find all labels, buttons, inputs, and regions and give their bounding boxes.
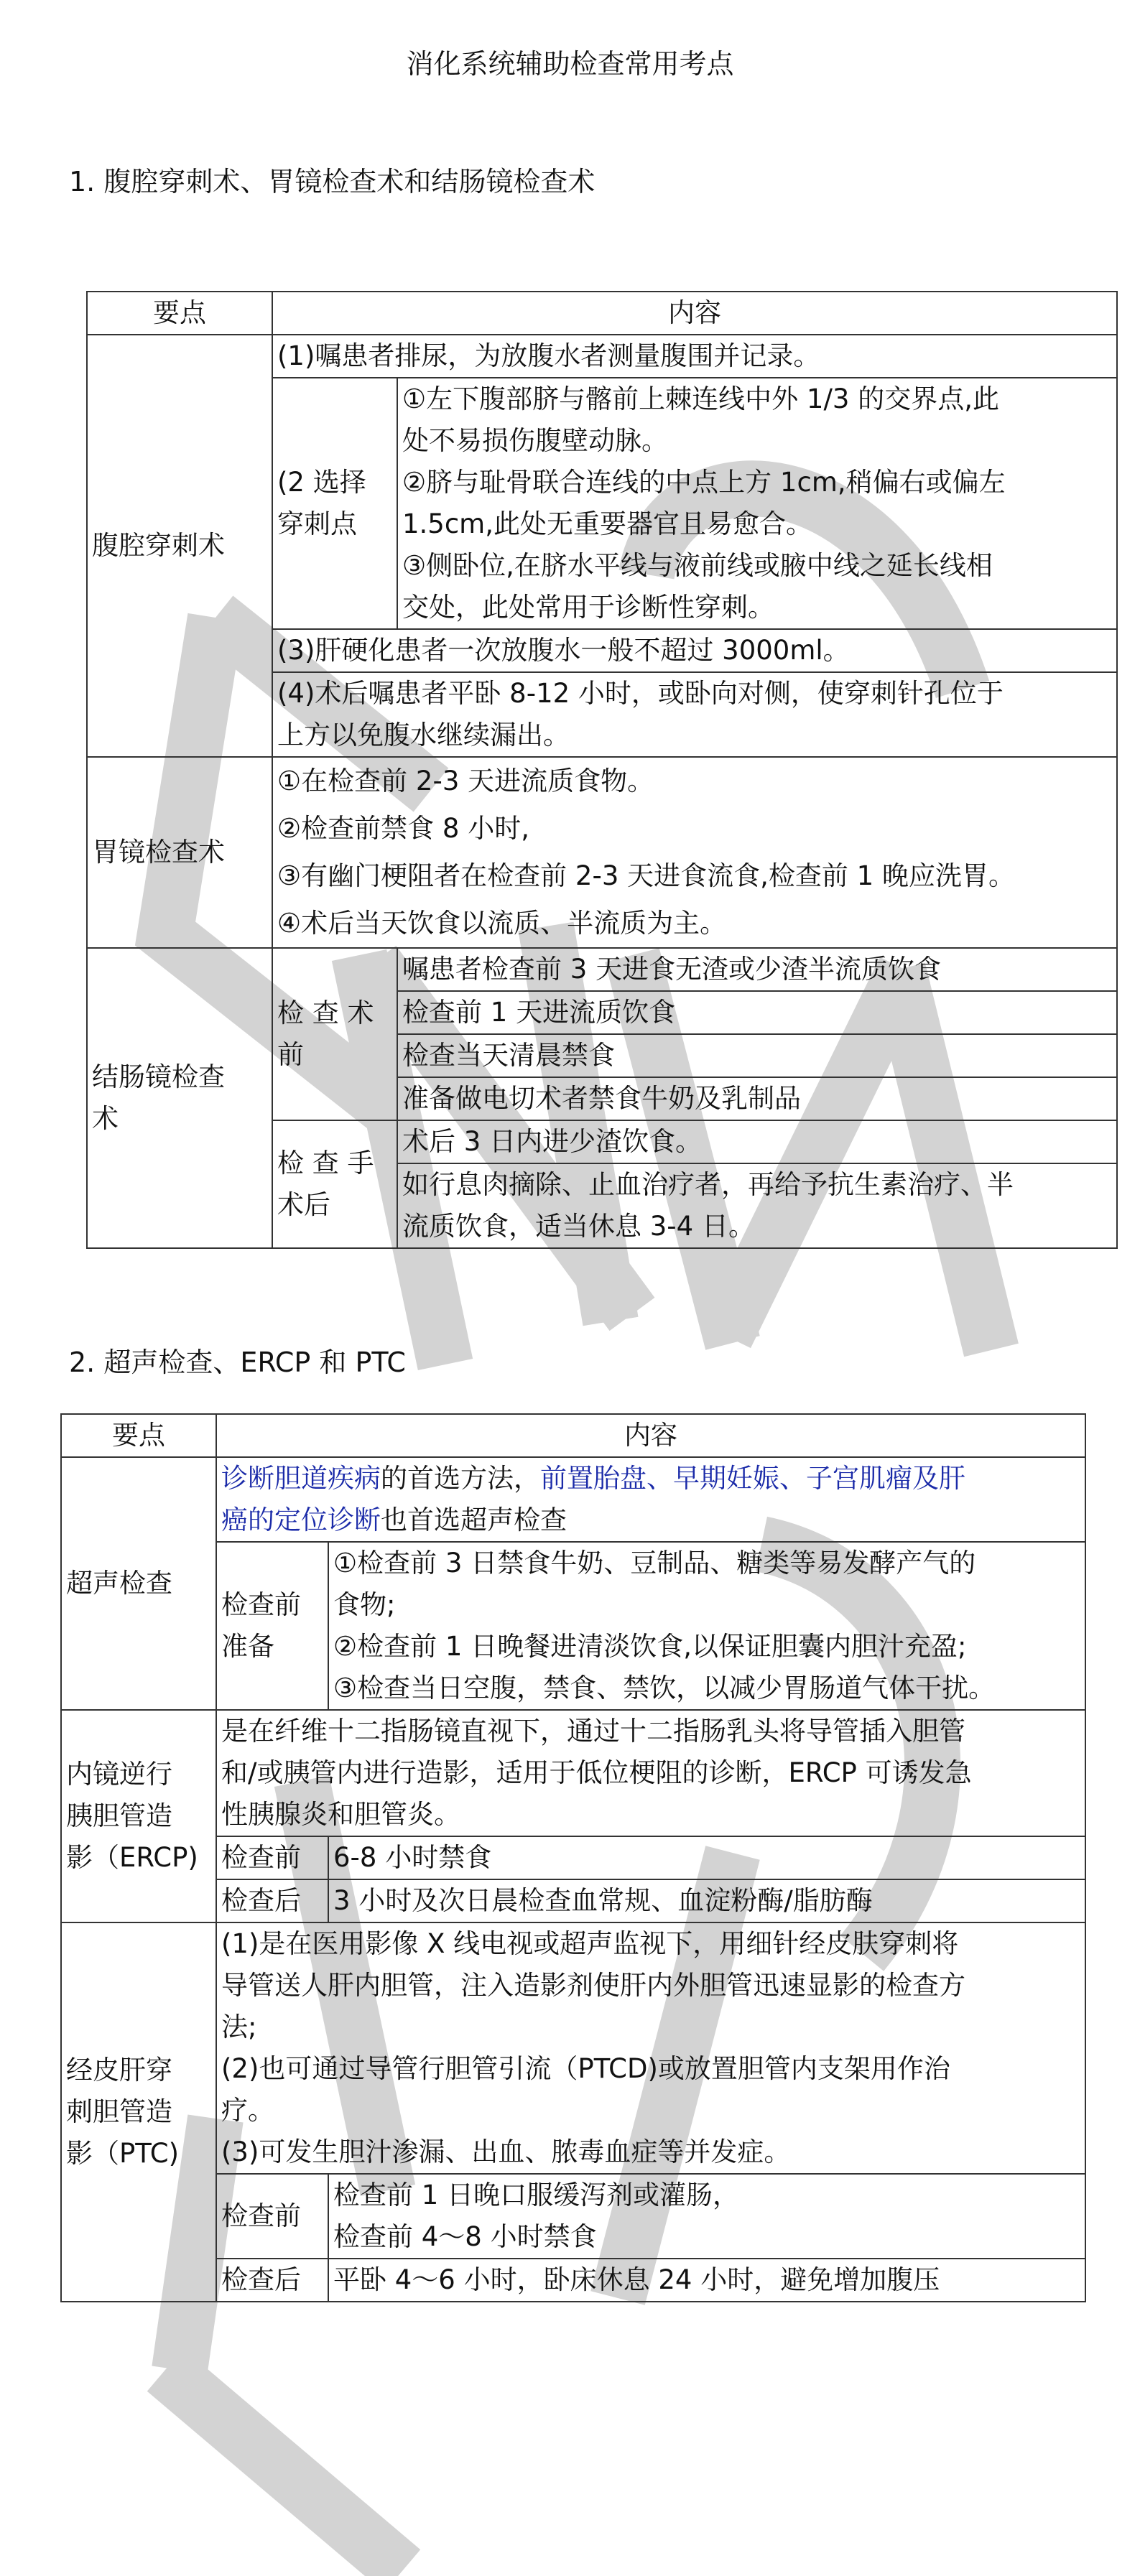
highlight-text: 诊断胆道疾病 — [221, 1463, 381, 1494]
label-line: 影（PTC) — [66, 2138, 180, 2169]
label-line: 检 查 手 — [277, 1148, 374, 1178]
table-exams-1 — [86, 291, 1118, 1249]
label-line: 影（ERCP) — [66, 1842, 198, 1873]
gastroscopy-items — [272, 757, 1117, 948]
highlight-text: 癌的定位诊断 — [221, 1505, 381, 1535]
text-line: ③有幽门梗阻者在检查前 2-3 天进食流食,检查前 1 晚应洗胃。 — [277, 860, 1015, 891]
document-title: 消化系统辅助检查常用考点 — [406, 48, 734, 80]
colonoscopy-before-item: 检查前 1 天进流质饮食 — [397, 991, 1117, 1034]
colonoscopy-before-label — [272, 948, 397, 1120]
abdominal-item2-c — [397, 545, 1117, 629]
text-line: 如行息肉摘除、止血治疗者，再给予抗生素治疗、半 — [402, 1169, 1014, 1200]
colonoscopy-before-item: 检查当天清晨禁食 — [397, 1034, 1117, 1077]
text-line: 疗。 — [221, 2095, 274, 2126]
table-row — [61, 1922, 1085, 2174]
text-line — [221, 1499, 1080, 1541]
row-label-colonoscopy — [87, 948, 272, 1248]
text-line: 导管送人肝内胆管，注入造影剂使肝内外胆管迅速显影的检查方 — [221, 1970, 965, 2001]
row-label-gastroscopy: 胃镜检查术 — [87, 757, 272, 948]
row-label-ptc — [61, 1922, 216, 2302]
abdominal-item4 — [272, 672, 1117, 757]
text-line: 检查前 4～8 小时禁食 — [333, 2221, 597, 2252]
row-label-ercp — [61, 1710, 216, 1922]
text-line: 是在纤维十二指肠镜直视下，通过十二指肠乳头将导管插入胆管 — [221, 1716, 965, 1747]
text-line: (1)是在医用影像 X 线电视或超声监视下，用细针经皮肤穿刺将 — [221, 1928, 959, 1959]
label-line: 内镜逆行 — [66, 1759, 172, 1790]
text-line: 交处，此处常用于诊断性穿刺。 — [402, 592, 774, 623]
table-row — [87, 757, 1117, 948]
table-row — [61, 1457, 1085, 1542]
text-line: ②脐与耻骨联合连线的中点上方 1cm,稍偏右或偏左 — [402, 467, 1006, 498]
ercp-before-label: 检查前 — [216, 1836, 328, 1879]
table-exams-2 — [60, 1413, 1086, 2302]
label-line: 胰胆管造 — [66, 1800, 172, 1831]
ptc-before-text — [328, 2174, 1085, 2259]
text-line: 性胰腺炎和胆管炎。 — [221, 1799, 460, 1830]
ercp-description — [216, 1710, 1085, 1836]
ptc-before-label: 检查前 — [216, 2174, 328, 2259]
colonoscopy-before-item: 准备做电切术者禁食牛奶及乳制品 — [397, 1077, 1117, 1120]
colonoscopy-before-item: 嘱患者检查前 3 天进食无渣或少渣半流质饮食 — [397, 948, 1117, 991]
label-line: 术 — [92, 1103, 119, 1134]
ptc-description — [216, 1922, 1085, 2174]
section1-heading: 1. 腹腔穿刺术、胃镜检查术和结肠镜检查术 — [69, 166, 596, 197]
text-line: 处不易损伤腹壁动脉。 — [402, 425, 668, 456]
text-line: 法; — [221, 2012, 257, 2042]
label-line: 术后 — [277, 1189, 330, 1220]
label-line: 检 查 术 — [277, 998, 374, 1028]
colonoscopy-after-label — [272, 1120, 397, 1248]
plain-text: 也首选超声检查 — [381, 1505, 567, 1535]
text-line: ①左下腹部脐与髂前上棘连线中外 1/3 的交界点,此 — [402, 383, 999, 414]
abdominal-item2-label — [272, 378, 397, 629]
ercp-before-text: 6-8 小时禁食 — [328, 1836, 1085, 1879]
ptc-after-label: 检查后 — [216, 2259, 328, 2302]
row-label-abdominal: 腹腔穿刺术 — [87, 335, 272, 757]
text-line: 流质饮食，适当休息 3-4 日。 — [402, 1211, 755, 1242]
header-content: 内容 — [272, 292, 1117, 335]
abdominal-item2-a — [397, 378, 1117, 462]
abdominal-item3: (3)肝硬化患者一次放腹水一般不超过 3000ml。 — [272, 629, 1117, 672]
ptc-after-text: 平卧 4～6 小时，卧床休息 24 小时，避免增加腹压 — [328, 2259, 1085, 2302]
label-line: 准备 — [221, 1631, 274, 1662]
abdominal-item2-b — [397, 462, 1117, 545]
header-point: 要点 — [61, 1414, 216, 1457]
text-line: (3)可发生胆汁渗漏、出血、脓毒血症等并发症。 — [221, 2136, 791, 2167]
header-point: 要点 — [87, 292, 272, 335]
label-line: 前 — [277, 1039, 304, 1070]
text-line: ③侧卧位,在脐水平线与液前线或腋中线之延长线相 — [402, 550, 993, 581]
colonoscopy-after-item: 术后 3 日内进少渣饮食。 — [397, 1120, 1117, 1163]
label-line: 穿刺点 — [277, 508, 357, 539]
table-row — [61, 1710, 1085, 1836]
table-header-row — [87, 292, 1117, 335]
text-line: (2)也可通过导管行胆管引流（PTCD)或放置胆管内支架用作治 — [221, 2053, 950, 2084]
label-line: 结肠镜检查 — [92, 1061, 225, 1092]
label-line: (2 选择 — [277, 467, 366, 498]
ultrasound-prep-label — [216, 1542, 328, 1710]
ercp-after-label: 检查后 — [216, 1879, 328, 1922]
ercp-after-text: 3 小时及次日晨检查血常规、血淀粉酶/脂肪酶 — [328, 1879, 1085, 1922]
table-header-row — [61, 1414, 1085, 1457]
highlight-text: 前置胎盘、早期妊娠、子宫肌瘤及肝 — [540, 1463, 965, 1494]
text-line: 食物; — [333, 1589, 396, 1620]
text-line: ①检查前 3 日禁食牛奶、豆制品、糖类等易发酵产气的 — [333, 1548, 976, 1578]
text-line: 和/或胰管内进行造影，适用于低位梗阻的诊断，ERCP 可诱发急 — [221, 1757, 972, 1788]
text-line: ③检查当日空腹，禁食、禁饮，以减少胃肠道气体干扰。 — [333, 1673, 996, 1703]
text-line: 检查前 1 日晚口服缓泻剂或灌肠， — [333, 2180, 740, 2210]
table-row — [87, 948, 1117, 991]
section2-heading: 2. 超声检查、ERCP 和 PTC — [69, 1347, 406, 1378]
plain-text: 的首选方法， — [381, 1463, 540, 1494]
ultrasound-intro — [216, 1457, 1085, 1542]
text-line: 上方以免腹水继续漏出。 — [277, 720, 570, 750]
text-line: (4)术后嘱患者平卧 8-12 小时，或卧向对侧，使穿刺针孔位于 — [277, 678, 1004, 709]
text-line: ①在检查前 2-3 天进流质食物。 — [277, 766, 654, 796]
label-line: 检查前 — [221, 1589, 301, 1620]
row-label-ultrasound: 超声检查 — [61, 1457, 216, 1710]
text-line: 1.5cm,此处无重要器官且易愈合。 — [402, 508, 812, 539]
table-row — [87, 335, 1117, 378]
label-line: 刺胆管造 — [66, 2096, 172, 2127]
text-line: ④术后当天饮食以流质、半流质为主。 — [277, 908, 727, 939]
text-line: ②检查前 1 日晚餐进清淡饮食,以保证胆囊内胆汁充盈; — [333, 1631, 967, 1662]
abdominal-item1: (1)嘱患者排尿，为放腹水者测量腹围并记录。 — [272, 335, 1117, 378]
header-content: 内容 — [216, 1414, 1085, 1457]
ultrasound-prep-items — [328, 1542, 1085, 1710]
colonoscopy-after-item — [397, 1163, 1117, 1248]
text-line: ②检查前禁食 8 小时, — [277, 813, 529, 844]
text-line — [221, 1458, 1080, 1499]
label-line: 经皮肝穿 — [66, 2055, 172, 2086]
